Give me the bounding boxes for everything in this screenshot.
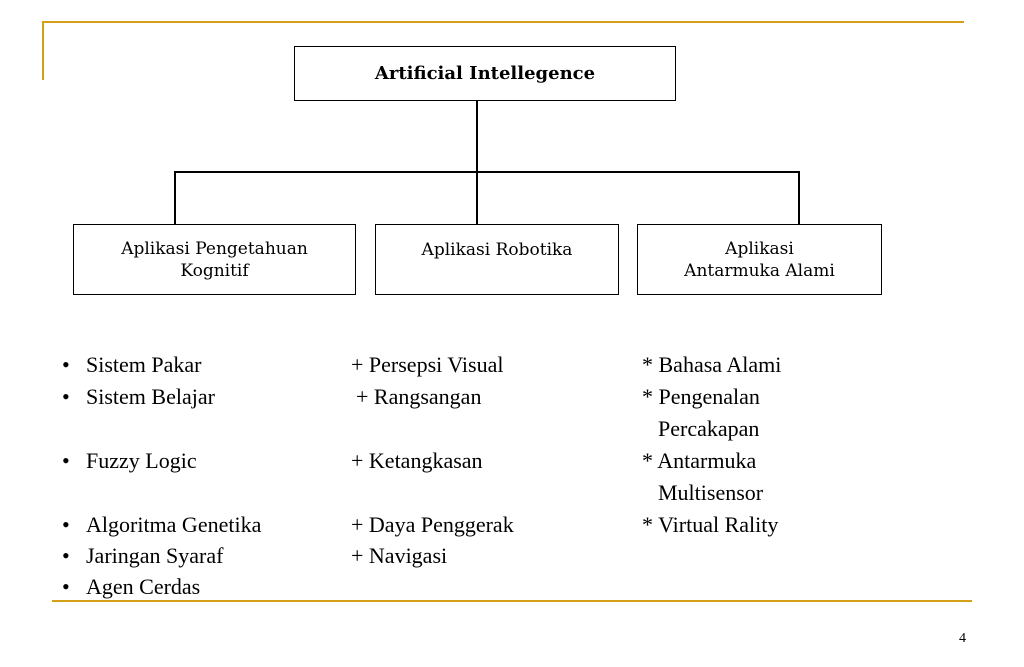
branch-node-kognitif [73, 224, 356, 295]
list-item: • Agen Cerdas [62, 574, 201, 599]
branch-label-line: Antarmuka Alami [684, 260, 835, 281]
page-number: 4 [959, 631, 966, 646]
branch-label-line: Aplikasi [725, 238, 794, 259]
top-rule [42, 21, 964, 23]
list-item: * Pengenalan [642, 384, 760, 409]
root-label: Artificial Intellegence [374, 62, 596, 84]
list-item: * Virtual Rality [642, 512, 779, 537]
list-item: * Bahasa Alami [642, 352, 782, 377]
connector-left-branch [174, 171, 176, 225]
list-item-continuation: Percakapan [658, 416, 760, 441]
root-node [294, 46, 676, 101]
list-item: • Algoritma Genetika [62, 512, 262, 537]
connector-right-branch [798, 171, 800, 225]
left-rule [42, 21, 44, 80]
list-item: + Persepsi Visual [351, 352, 504, 377]
list-item: * Antarmuka [642, 448, 757, 473]
connector-horizontal [174, 171, 800, 173]
list-item: + Ketangkasan [351, 448, 483, 473]
branch-label-line: Aplikasi Robotika [421, 240, 573, 260]
list-item: • Sistem Belajar [62, 384, 215, 409]
branch-node-robotika [375, 224, 619, 295]
list-item: + Rangsangan [356, 384, 482, 409]
branch-node-antarmuka [637, 224, 882, 295]
branch-label-line: Kognitif [180, 260, 249, 281]
branch-label-line: Aplikasi Pengetahuan [121, 238, 308, 259]
list-item: • Fuzzy Logic [62, 448, 197, 473]
list-item: • Jaringan Syaraf [62, 543, 224, 568]
list-item: + Navigasi [351, 543, 448, 568]
list-item-continuation: Multisensor [658, 480, 764, 505]
connector-root-down [476, 100, 478, 228]
list-item: • Sistem Pakar [62, 352, 202, 377]
list-item: + Daya Penggerak [351, 512, 514, 537]
